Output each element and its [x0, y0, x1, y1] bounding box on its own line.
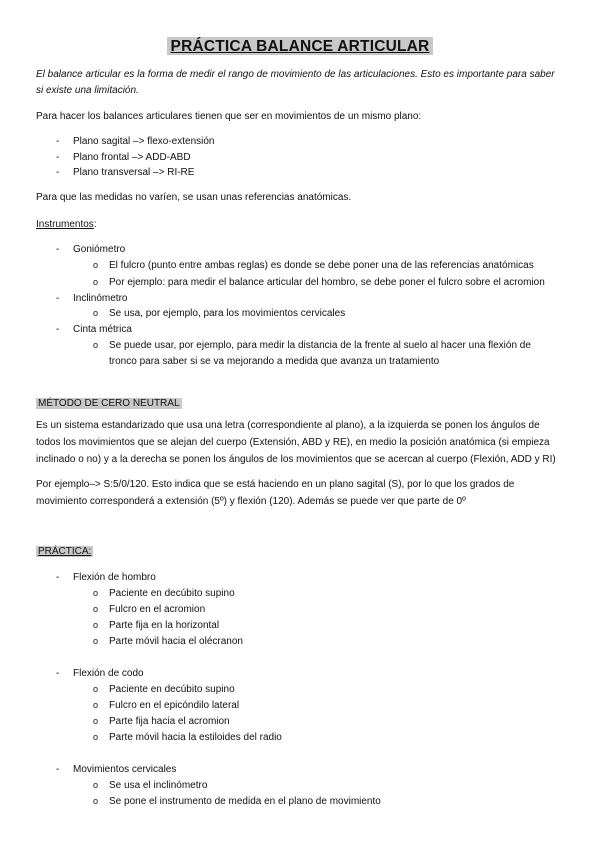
intro-line-1: El balance articular es la forma de medir el rango de movimiento de las articulaciones. Esto es importante para saber — [36, 69, 555, 80]
codo-item-2: Fulcro en el epicóndilo lateral — [109, 700, 240, 711]
dash-marker: - — [56, 668, 60, 679]
bullet-marker: o — [93, 277, 99, 287]
bullet-marker: o — [93, 716, 99, 726]
plane-item-transversal: Plano transversal –> RI-RE — [73, 167, 195, 178]
bullet-marker: o — [93, 796, 99, 806]
page-title: PRÁCTICA BALANCE ARTICULAR — [167, 37, 434, 55]
dash-marker: - — [56, 136, 60, 147]
practica-cervicales: Movimientos cervicales — [73, 764, 177, 775]
codo-item-3: Parte fija hacia el acromion — [109, 716, 230, 727]
dash-marker: - — [56, 152, 60, 163]
cinta-item-line-1: Se puede usar, por ejemplo, para medir la distancia de la frente al suelo al hacer una flexión de — [109, 340, 531, 351]
bullet-marker: o — [93, 308, 99, 318]
cervicales-item-1: Se usa el inclinómetro — [109, 780, 208, 791]
metodo-heading: MÉTODO DE CERO NEUTRAL — [38, 398, 180, 409]
metodo-heading-wrap — [36, 397, 182, 410]
goniometro-item-2: Por ejemplo: para medir el balance articular del hombro, se debe poner el fulcro sobre el acromion — [109, 277, 545, 288]
metodo-p2-line-1: Por ejemplo–> S:5/0/120. Esto indica que se está haciendo en un plano sagital (S), por lo que los grados de — [36, 479, 515, 490]
instrument-goniometro: Goniómetro — [73, 244, 126, 255]
plane-item-frontal: Plano frontal –> ADD-ABD — [73, 152, 191, 163]
page-title-wrap — [0, 37, 600, 55]
hombro-item-3: Parte fija en la horizontal — [109, 620, 220, 631]
bullet-marker: o — [93, 260, 99, 270]
plane-item-sagital: Plano sagital –> flexo-extensión — [73, 136, 215, 147]
bullet-marker: o — [93, 636, 99, 646]
practica-heading: PRÁCTICA: — [38, 546, 92, 557]
cinta-item-line-2: tronco para saber si se va mejorando a medida que avanza un tratamiento — [109, 356, 440, 367]
intro-line-2: si existe una limitación. — [36, 85, 139, 96]
bullet-marker: o — [93, 588, 99, 598]
instruments-heading-text: Instrumentos — [36, 219, 94, 230]
instruments-heading-colon: : — [93, 219, 97, 230]
metodo-p2-line-2: movimiento corresponderá a extensión (5º) y flexión (120). Además se puede ver que parte de 0º — [36, 496, 466, 507]
bullet-marker: o — [93, 340, 99, 350]
instrument-inclinometro: Inclinómetro — [73, 293, 128, 304]
dash-marker: - — [56, 244, 60, 255]
dash-marker: - — [56, 572, 60, 583]
practica-codo: Flexión de codo — [73, 668, 144, 679]
cervicales-item-2: Se pone el instrumento de medida en el plano de movimiento — [109, 796, 381, 807]
codo-item-1: Paciente en decúbito supino — [109, 684, 235, 695]
bullet-marker: o — [93, 604, 99, 614]
metodo-p1-line-1: Es un sistema estandarizado que usa una letra (correspondiente al plano), a la izquierda se ponen los ángulos de — [36, 420, 540, 431]
metodo-p1-line-2: todos los movimientos que se alejan del cuerpo (Extensión, ABD y RE), en medio la posición anatómica (si empieza — [36, 437, 550, 448]
instruments-heading — [36, 218, 97, 231]
bullet-marker: o — [93, 732, 99, 742]
dash-marker: - — [56, 324, 60, 335]
references-text: Para que las medidas no varíen, se usan unas referencias anatómicas. — [36, 192, 352, 203]
bullet-marker: o — [93, 684, 99, 694]
bullet-marker: o — [93, 780, 99, 790]
bullet-marker: o — [93, 700, 99, 710]
goniometro-item-1: El fulcro (punto entre ambas reglas) es donde se debe poner una de las referencias anatómicas — [109, 260, 534, 271]
hombro-item-2: Fulcro en el acromion — [109, 604, 206, 615]
dash-marker: - — [56, 293, 60, 304]
inclinometro-item-1: Se usa, por ejemplo, para los movimientos cervicales — [109, 308, 346, 319]
hombro-item-4: Parte móvil hacia el olécranon — [109, 636, 243, 647]
metodo-p1-line-3: inclinado o no) y a la derecha se ponen los ángulos de los movimientos que se acercan al cuerpo (Flexión, ADD y RI) — [36, 454, 556, 465]
bullet-marker: o — [93, 620, 99, 630]
codo-item-4: Parte móvil hacia la estiloides del radio — [109, 732, 282, 743]
instrument-cinta: Cinta métrica — [73, 324, 132, 335]
practica-heading-wrap — [36, 545, 93, 558]
practica-hombro: Flexión de hombro — [73, 572, 156, 583]
dash-marker: - — [56, 764, 60, 775]
planes-intro: Para hacer los balances articulares tienen que ser en movimientos de un mismo plano: — [36, 111, 422, 122]
dash-marker: - — [56, 167, 60, 178]
hombro-item-1: Paciente en decúbito supino — [109, 588, 235, 599]
